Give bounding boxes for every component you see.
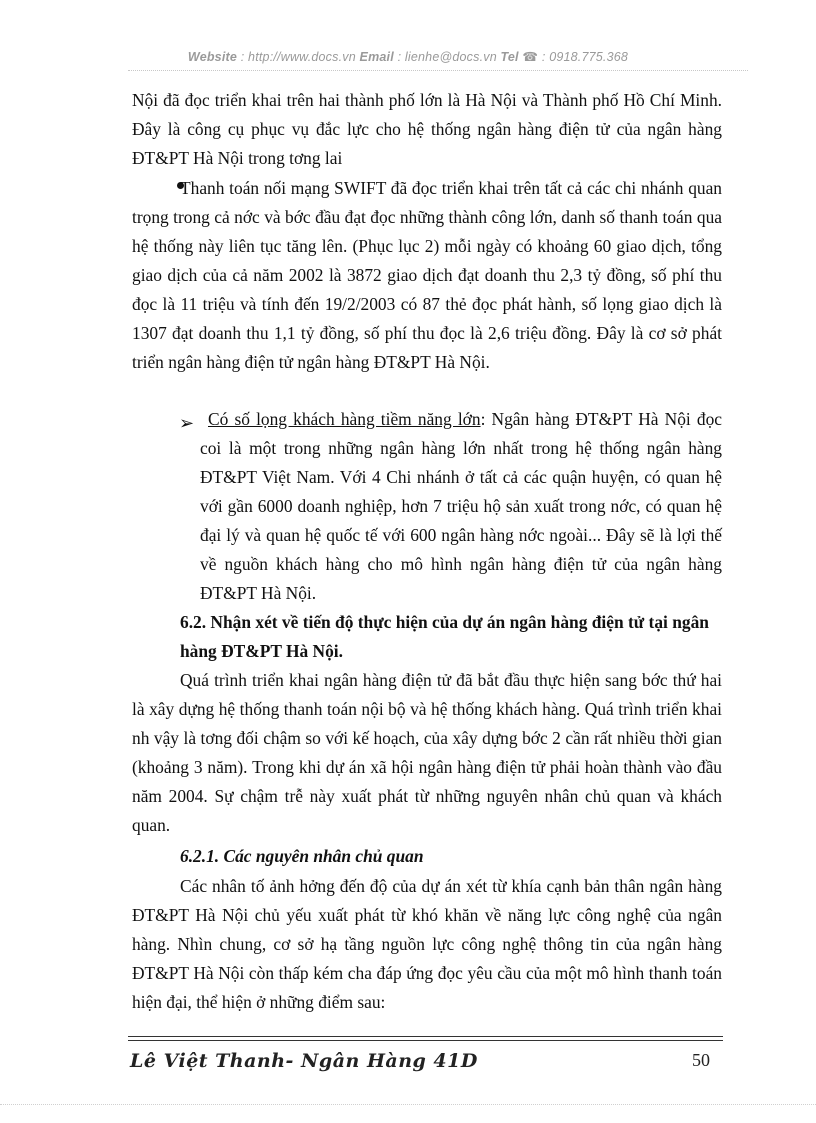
page-header (0, 49, 816, 64)
footer-divider-second (128, 1040, 723, 1041)
email-label: Email (359, 50, 394, 64)
paragraph-customers (200, 405, 722, 608)
page-bottom-border (0, 1104, 816, 1105)
customers-text: : Ngân hàng ĐT&PT Hà Nội đọc coi là một trong những ngân hàng lớn nhất trong hệ thống ngân hàng ĐT&PT Việt Nam. Với 4 Chi nhánh ở tất cả các quận huyện, có quan hệ với gần 6000 doanh nghiệp, hơn 7 triệu hộ sản xuất trong nớc, có quan hệ đại lý và quan hệ quốc tế với 600 ngân hàng nớc ngoài... Đây sẽ là lợi thế về nguồn khách hàng cho mô hình ngân hàng điện tử của ngân hàng ĐT&PT Hà Nội. (200, 409, 722, 603)
paragraph-swift: Thanh toán nối mạng SWIFT đã đọc triển khai trên tất cả các chi nhánh quan trọng trong cả nớc và bớc đầu đạt đọc những thành công lớn, danh số thanh toán qua hệ thống này liên tục tăng lên. (Phục lục 2) mỗi ngày có khoảng 60 giao dịch, tổng giao dịch của cả năm 2002 là 3872 giao dịch đạt doanh thu 2,3 tỷ đồng, số phí thu đọc là 11 triệu và tính đến 19/2/2003 có 87 thẻ đọc phát hành, số lọng giao dịch là 1307 đạt doanh thu 1,1 tỷ đồng, số phí thu đọc là 2,6 triệu đồng. Đây là cơ sở phát triển ngân hàng điện tử ngân hàng ĐT&PT Hà Nội. (132, 178, 722, 372)
header-divider (128, 70, 748, 71)
paragraph-intro: Nội đã đọc triển khai trên hai thành phố lớn là Hà Nội và Thành phố Hồ Chí Minh. Đây là công cụ phục vụ đắc lực cho hệ thống ngân hàng điện tử của ngân hàng ĐT&PT Hà Nội trong tơng lai (132, 90, 722, 168)
arrow-bullet-icon: ➢ (179, 413, 195, 433)
footer-author-signature: Lê Việt Thanh- Ngân Hàng 41D (130, 1050, 478, 1072)
email-value: : lienhe@docs.vn (393, 50, 501, 64)
paragraph-progress: Quá trình triển khai ngân hàng điện tử đã bắt đầu thực hiện sang bớc thứ hai là xây dựng hệ thống thanh toán nội bộ và hệ thống khách hàng. Quá trình triển khai nh vậy là tơng đối chậm so với kế hoạch, của xây dựng bớc 2 cần rất nhiều thời gian (khoảng 3 năm). Trong khi dự án xã hội ngân hàng điện tử phải hoàn thành vào đầu năm 2004. Sự chậm trễ này xuất phát từ những nguyên nhân chủ quan và khách quan. (132, 670, 722, 835)
footer-divider (128, 1036, 723, 1037)
customers-subtitle: Có số lọng khách hàng tiềm năng lớn (208, 409, 481, 429)
tel-value: ☎ : 0918.775.368 (518, 50, 629, 64)
website-label: Website (187, 50, 238, 64)
page-number: 50 (692, 1050, 710, 1070)
paragraph-causes: Các nhân tố ảnh hởng đến độ của dự án xét từ khía cạnh bản thân ngân hàng ĐT&PT Hà Nội chủ yếu xuất phát từ khó khăn về năng lực công nghệ của ngân hàng. Nhìn chung, cơ sở hạ tầng nguồn lực công nghệ thông tin của ngân hàng ĐT&PT Hà Nội còn thấp kém cha đáp ứng đọc yêu cầu của một mô hình thanh toán hiện đại, thể hiện ở những điểm sau: (132, 876, 722, 1012)
tel-label: Tel (500, 50, 519, 64)
section-heading-6-2-1: 6.2.1. Các nguyên nhân chủ quan (180, 846, 424, 866)
section-heading-6-2: 6.2. Nhận xét về tiến độ thực hiện của dự án ngân hàng điện tử tại ngân hàng ĐT&PT Hà Nội. (180, 612, 709, 661)
website-value: : http://www.docs.vn (237, 50, 360, 64)
